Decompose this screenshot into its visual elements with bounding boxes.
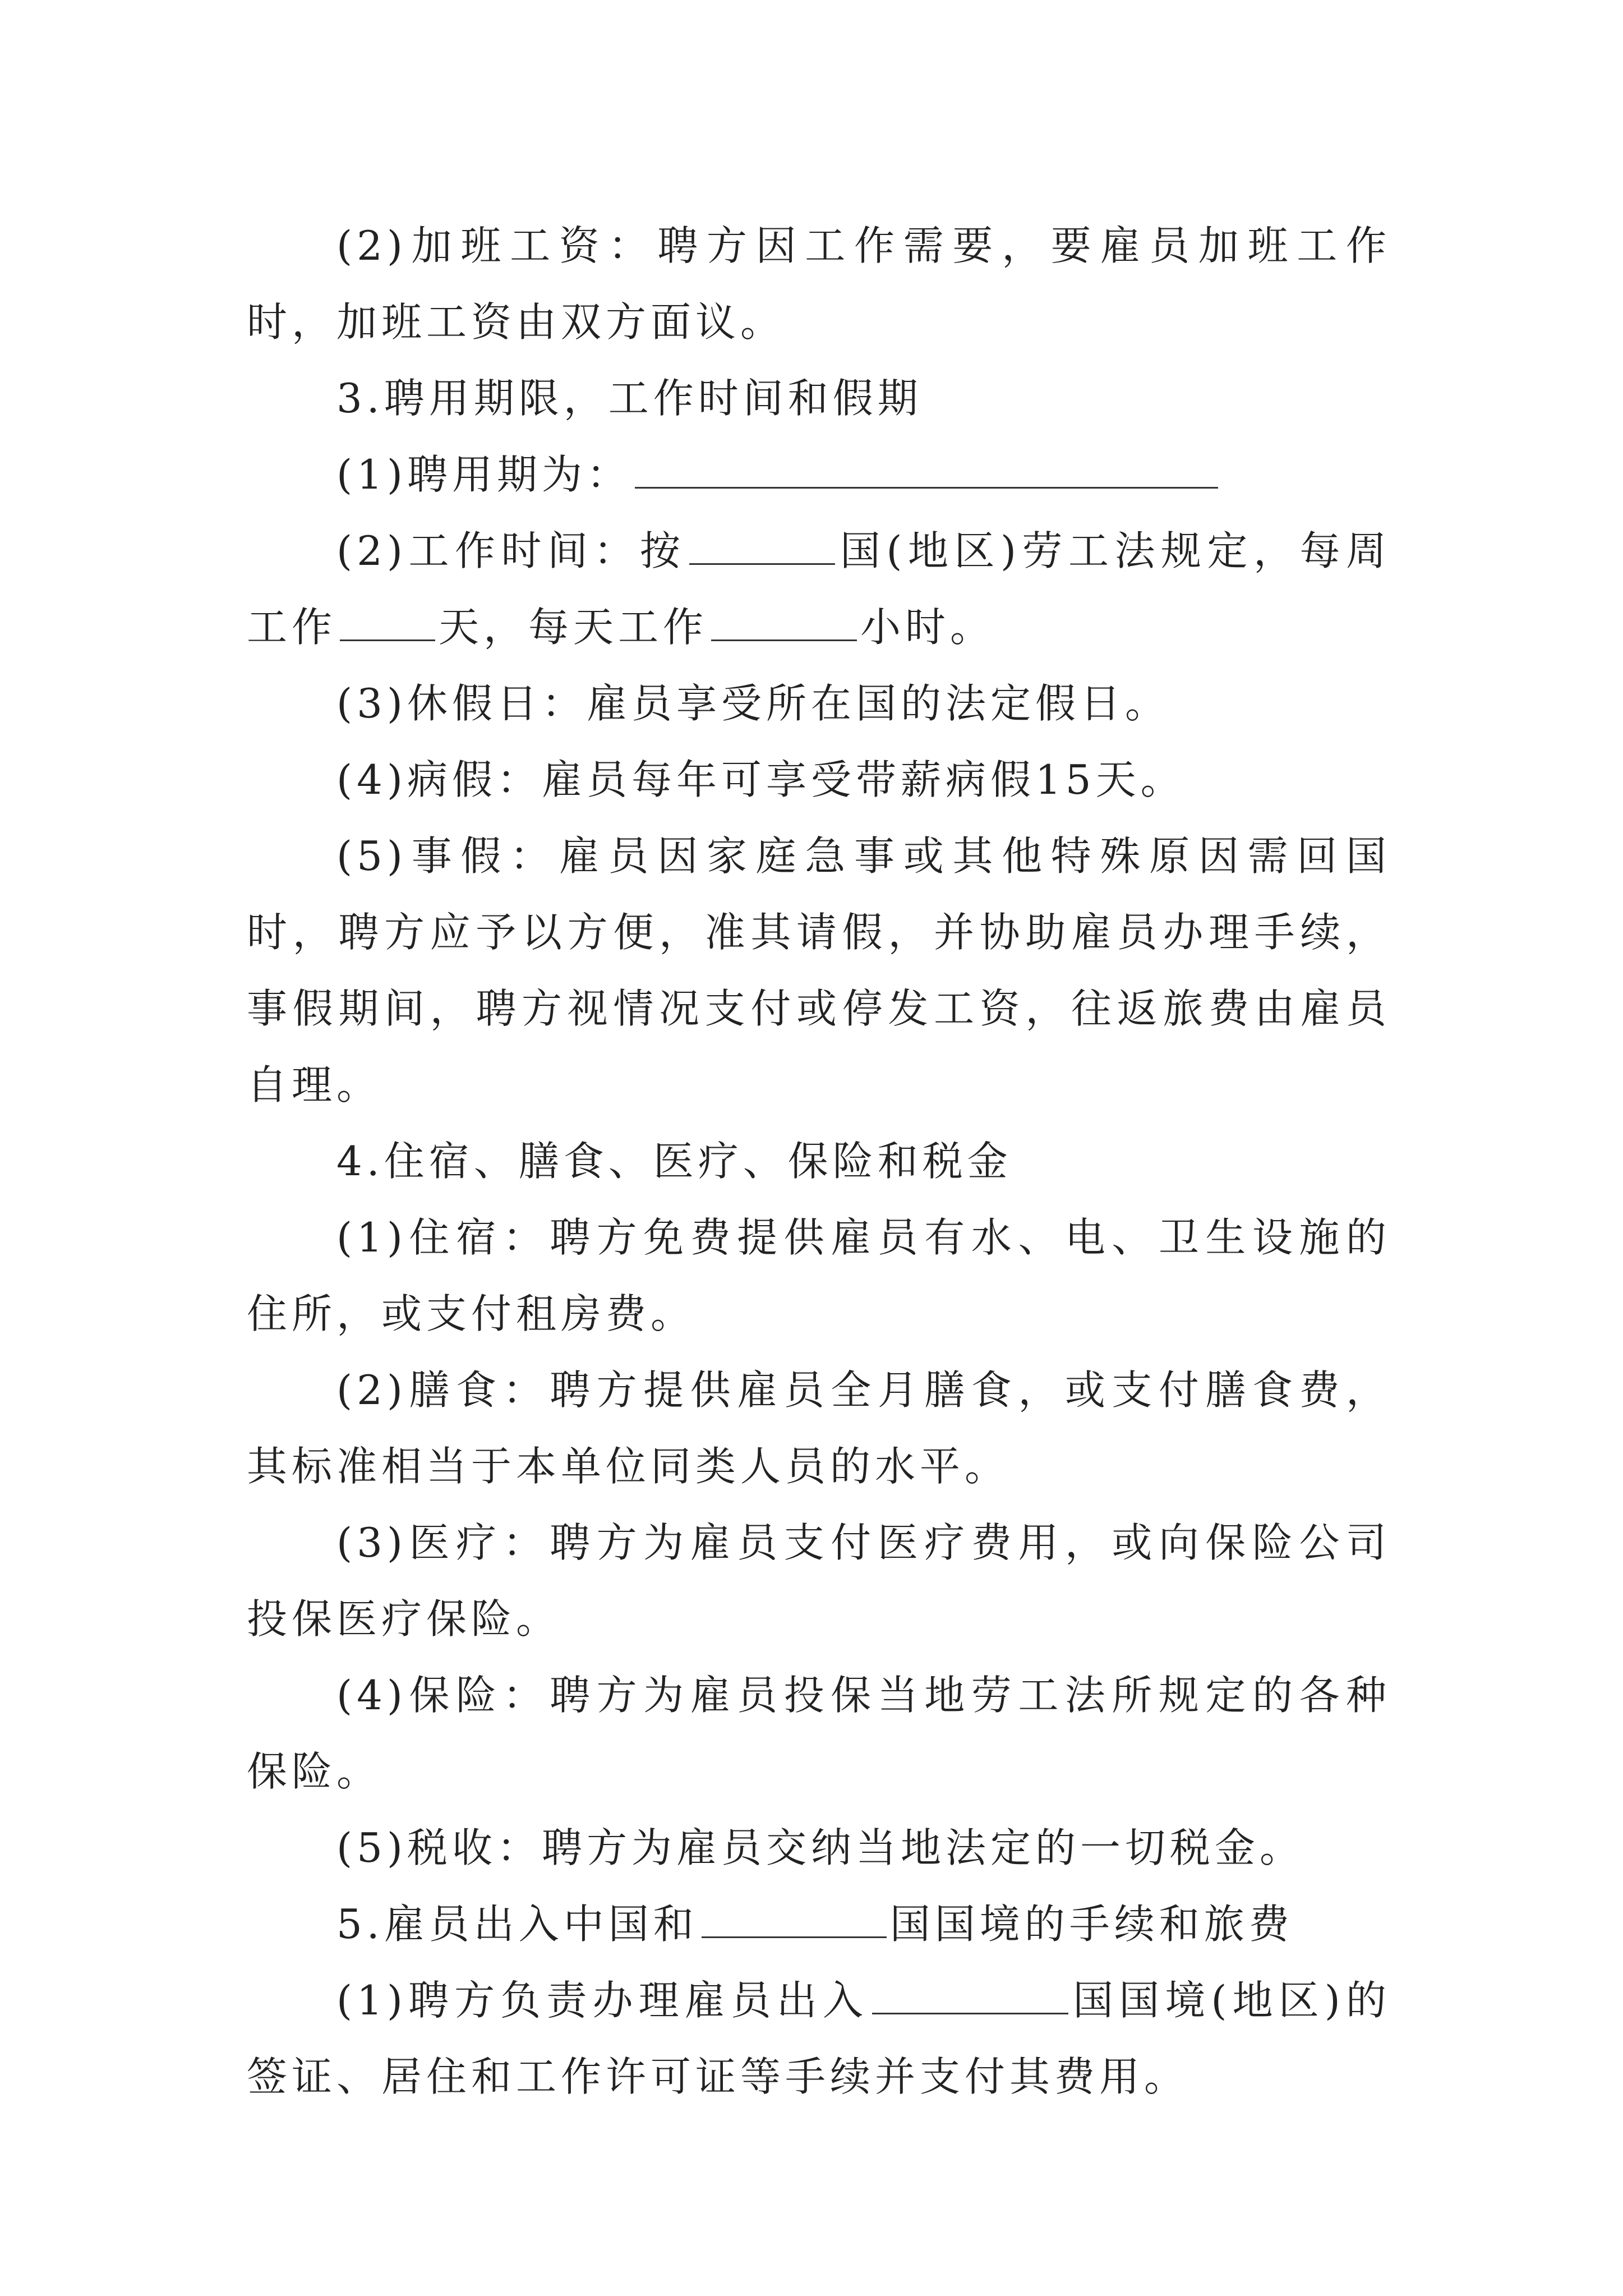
paragraph-insurance: (4)保险：聘方为雇员投保当地劳工法所规定的各种保险。 [247, 1672, 1391, 1795]
paragraph-medical: (3)医疗：聘方为雇员支付医疗费用，或向保险公司投保医疗保险。 [247, 1519, 1391, 1642]
blank-employment-term[interactable] [635, 450, 1218, 489]
paragraph-overtime-pay: (2)加班工资：聘方因工作需要，要雇员加班工作时，加班工资由双方面议。 [247, 222, 1391, 346]
paragraph-accommodation: (1)住宿：聘方免费提供雇员有水、电、卫生设施的住所，或支付租房费。 [247, 1214, 1391, 1337]
blank-country[interactable] [689, 527, 835, 565]
heading-term-hours-leave: 3.聘用期限，工作时间和假期 [336, 375, 923, 422]
paragraph-taxes: (5)税收：聘方为雇员交纳当地法定的一切税金。 [336, 1824, 1304, 1871]
paragraph-employment-term: (1)聘用期为： [247, 436, 1391, 513]
paragraph-visa: (1)聘方负责办理雇员出入 国国境(地区)的签证、居住和工作许可证等手续并支付其费用。 [247, 1977, 1391, 2100]
paragraph-sick-leave: (4)病假：雇员每年可享受带薪病假15天。 [336, 756, 1186, 803]
paragraph-meals: (2)膳食：聘方提供雇员全月膳食，或支付膳食费，其标准相当于本单位同类人员的水平。 [247, 1366, 1391, 1490]
contract-body [247, 208, 1391, 2115]
blank-hours-per-day[interactable] [711, 603, 857, 641]
blank-days-per-week[interactable] [340, 603, 435, 641]
heading-accommodation-insurance: 4.住宿、膳食、医疗、保险和税金 [336, 1138, 1012, 1185]
blank-country-visa[interactable] [872, 1976, 1068, 2014]
paragraph-holidays: (3)休假日：雇员享受所在国的法定假日。 [336, 680, 1170, 727]
paragraph-personal-leave: (5)事假：雇员因家庭急事或其他特殊原因需回国时，聘方应予以方便，准其请假，并协助雇员办理手续，事假期间，聘方视情况支付或停发工资，往返旅费由雇员自理。 [247, 832, 1391, 1108]
heading-border-travel: 5.雇员出入中国和 国国境的手续和旅费 [336, 1901, 1294, 1948]
paragraph-working-hours: (2)工作时间：按 国(地区)劳工法规定，每周工作 天，每天工作 小时。 [247, 527, 1391, 651]
blank-country-border[interactable] [702, 1900, 887, 1938]
